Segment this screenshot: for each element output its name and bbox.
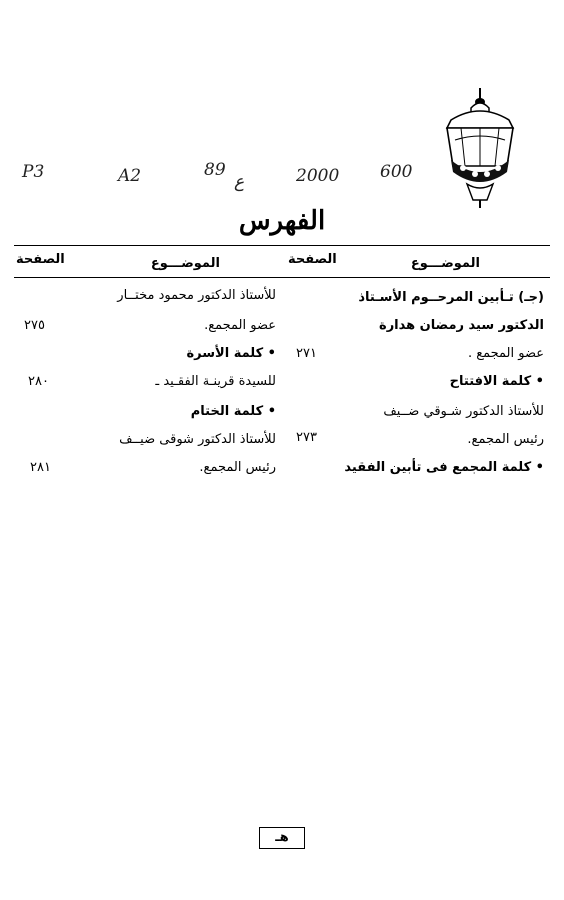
right-page-number: ٢٧٣ xyxy=(296,430,317,445)
handwritten-note-ain: ع xyxy=(234,172,245,192)
entry-text: رئيس المجمع. xyxy=(467,432,544,447)
entry-text: للأستاذ الدكتور شوقى ضيــف xyxy=(119,432,276,447)
header-right-topic: الموضـــوع xyxy=(410,256,480,271)
left-entry-line xyxy=(76,318,276,333)
right-entry-line xyxy=(324,346,544,361)
handwritten-note-89: 89 xyxy=(204,160,226,180)
left-page-number: ٢٨٠ xyxy=(28,374,49,389)
header-left-page: الصفحة xyxy=(16,252,65,267)
right-entry-line xyxy=(324,318,544,333)
header-rule-top xyxy=(14,245,550,246)
entry-text: للأستاذ الدكتور شـوقي ضــيف xyxy=(383,404,544,419)
entry-text: • كلمة الافتتاح xyxy=(449,374,544,389)
header-rule-bottom xyxy=(14,277,550,278)
entry-text: عضو المجمع . xyxy=(467,346,544,361)
left-entry-line xyxy=(76,404,276,419)
page-title: الفهرس xyxy=(238,206,326,236)
handwritten-note-a2: A2 xyxy=(118,166,142,186)
right-entry-line xyxy=(324,374,544,389)
handwritten-note-p3: P3 xyxy=(22,162,45,182)
right-entry-line xyxy=(324,290,544,305)
left-entry-line xyxy=(76,374,276,389)
page-marker: هـ xyxy=(259,827,305,849)
academy-emblem-icon xyxy=(441,88,519,210)
entry-text: للأستاذ الدكتور محمود مختــار xyxy=(117,288,276,303)
entry-text: الدكتور سيد رمضان هدارة xyxy=(379,318,544,333)
handwritten-note-2000: 2000 xyxy=(296,166,340,186)
right-entry-line xyxy=(324,404,544,419)
entry-text: عضو المجمع. xyxy=(204,318,276,333)
entry-text: للسيدة قرينـة الفقـيد ـ xyxy=(155,374,276,389)
left-entry-line xyxy=(76,346,276,361)
header-left-topic: الموضـــوع xyxy=(150,256,220,271)
left-entry-line xyxy=(76,288,276,303)
left-page-number: ٢٨١ xyxy=(30,460,51,475)
entry-text: (جـ) تـأبين المرحــوم الأسـتاذ xyxy=(358,290,544,305)
entry-text: • كلمة المجمع فى تأبين الفقيد xyxy=(344,460,544,475)
handwritten-note-600: 600 xyxy=(380,162,413,182)
right-entry-line xyxy=(324,432,544,447)
left-page-number: ٢٧٥ xyxy=(24,318,45,333)
left-entry-line xyxy=(76,460,276,475)
right-page-number: ٢٧١ xyxy=(296,346,317,361)
entry-text: • كلمة الختام xyxy=(190,404,276,419)
entry-text: • كلمة الأسرة xyxy=(186,346,276,361)
right-entry-line xyxy=(324,460,544,475)
left-entry-line xyxy=(76,432,276,447)
header-right-page: الصفحة xyxy=(288,252,337,267)
entry-text: رئيس المجمع. xyxy=(199,460,276,475)
